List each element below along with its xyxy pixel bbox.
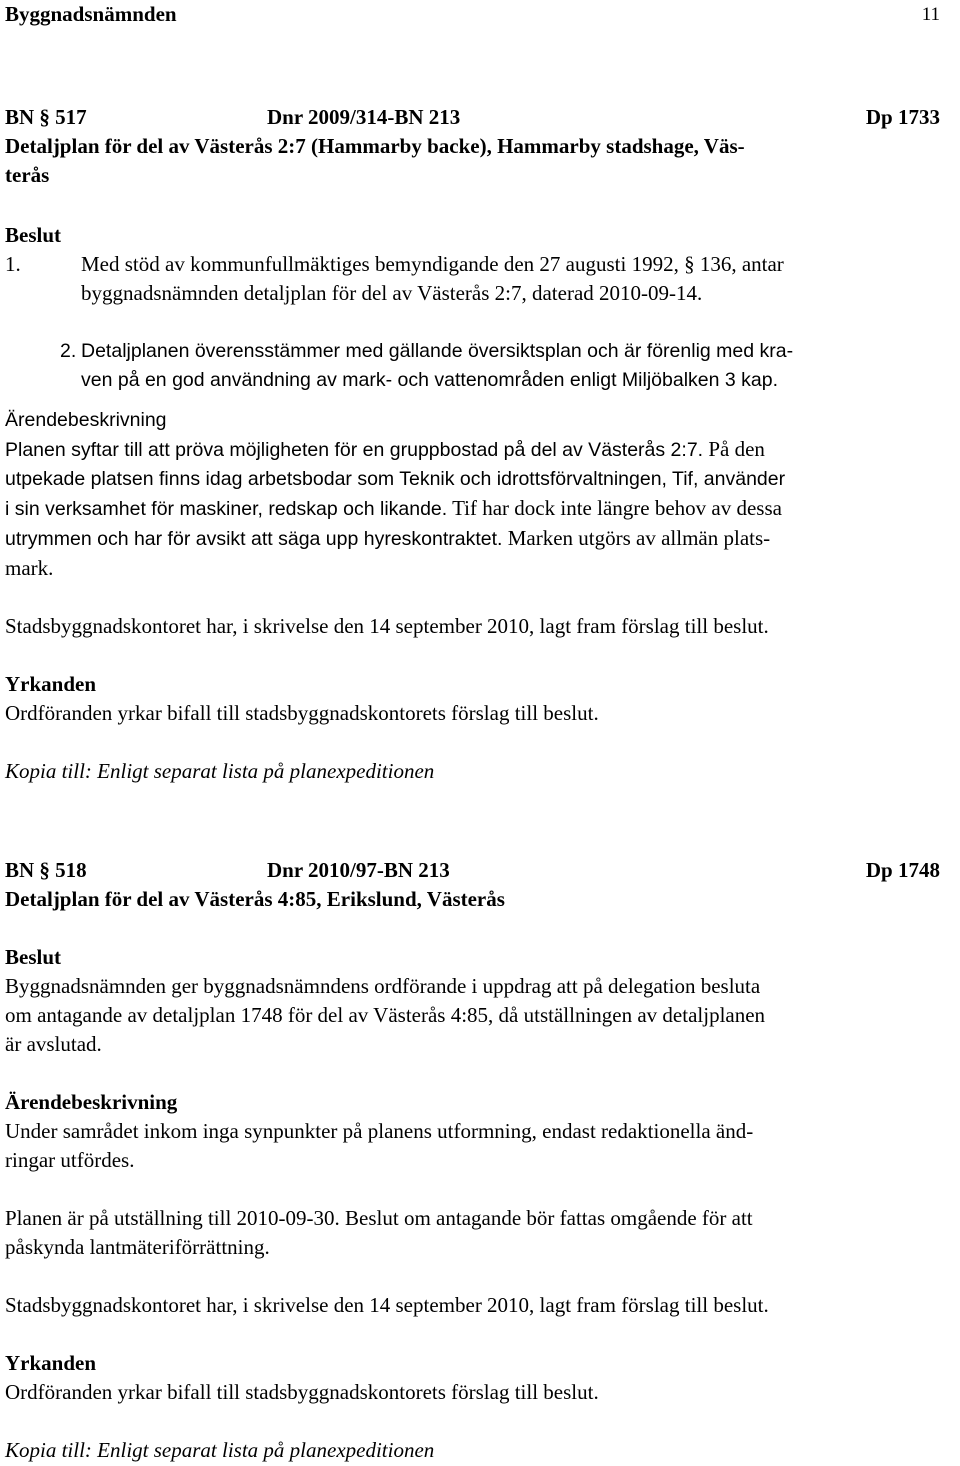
case-518-arende-heading: Ärendebeskrivning — [5, 1090, 178, 1114]
text-line: påskynda lantmäteriförrättning. — [5, 1235, 270, 1259]
case-518-dnr: Dnr 2010/97-BN 213 — [267, 858, 450, 882]
text-line: Under samrådet inkom inga synpunkter på planens utformning, endast redaktionella änd- — [5, 1119, 754, 1143]
case-518-beslut-text — [5, 972, 940, 1059]
case-518 — [5, 856, 940, 1465]
case-517-sbk-text: Stadsbyggnadskontoret har, i skrivelse den 14 september 2010, lagt fram förslag till beslut. — [5, 614, 769, 638]
item-number: 1. — [5, 252, 21, 276]
case-517-title-line2: terås — [5, 163, 50, 187]
text-line: Tif har dock inte längre behov av dessa — [447, 496, 782, 520]
text-line: utpekade platsen finns idag arbetsbodar som Teknik och idrottsförvaltningen, Tif, använder — [5, 468, 786, 490]
item-line: Detaljplanen överensstämmer med gällande översiktsplan och är förenlig med kra- — [81, 340, 794, 362]
case-518-utstallning-text — [5, 1204, 940, 1262]
page-header — [5, 0, 940, 29]
case-517-yrkanden-heading: Yrkanden — [5, 672, 97, 696]
item-line: byggnadsnämnden detaljplan för del av Västerås 2:7, daterad 2010-09-14. — [81, 281, 703, 305]
case-517-kopia: Kopia till: Enligt separat lista på planexpeditionen — [5, 759, 435, 783]
case-517 — [5, 103, 940, 786]
case-517-header — [5, 103, 940, 132]
case-517-dnr: Dnr 2009/314-BN 213 — [267, 105, 461, 129]
case-518-dp: Dp 1748 — [865, 858, 940, 882]
text-line: Byggnadsnämnden ger byggnadsnämndens ordförande i uppdrag att på delegation besluta — [5, 974, 761, 998]
item-number: 2. — [60, 340, 77, 362]
item-line: Med stöd av kommunfullmäktiges bemyndigande den 27 augusti 1992, § 136, antar — [81, 252, 784, 276]
case-517-bn: BN § 517 — [5, 105, 87, 129]
text-line: är avslutad. — [5, 1032, 102, 1056]
page-number: 11 — [921, 4, 940, 25]
case-517-beslut-heading: Beslut — [5, 223, 62, 247]
case-517-beslut-item-1 — [5, 250, 940, 308]
text-line: Planen är på utställning till 2010-09-30. Beslut om antagande bör fattas omgående för att — [5, 1206, 753, 1230]
case-518-bn: BN § 518 — [5, 858, 87, 882]
case-517-beslut-item-2 — [5, 337, 940, 395]
text-line: utrymmen och har för avsikt att säga upp hyreskontraktet. — [5, 528, 503, 550]
item-line: ven på en god användning av mark- och vattenområden enligt Miljöbalken 3 kap. — [81, 369, 779, 391]
case-517-title-line1: Detaljplan för del av Västerås 2:7 (Hammarby backe), Hammarby stadshage, Väs- — [5, 134, 745, 158]
header-title: Byggnadsnämnden — [5, 2, 177, 26]
text-line: Marken utgörs av allmän plats- — [502, 526, 771, 550]
case-518-arende-text — [5, 1117, 940, 1175]
case-518-yrkanden-heading: Yrkanden — [5, 1351, 97, 1375]
text-line: ringar utfördes. — [5, 1148, 135, 1172]
text-line: mark. — [5, 556, 54, 580]
text-line: i sin verksamhet för maskiner, redskap och likande. — [5, 498, 448, 520]
case-518-beslut-heading: Beslut — [5, 945, 62, 969]
text-line: om antagande av detaljplan 1748 för del av Västerås 4:85, då utställningen av detaljplanen — [5, 1003, 766, 1027]
case-517-arende-heading: Ärendebeskrivning — [5, 409, 167, 431]
case-517-arende-text — [5, 435, 940, 583]
case-517-yrkanden-text: Ordföranden yrkar bifall till stadsbyggnadskontorets förslag till beslut. — [5, 701, 599, 725]
case-517-title — [5, 132, 905, 190]
case-518-yrkanden-text: Ordföranden yrkar bifall till stadsbyggnadskontorets förslag till beslut. — [5, 1380, 599, 1404]
case-518-title: Detaljplan för del av Västerås 4:85, Erikslund, Västerås — [5, 887, 505, 911]
text-line: På den — [703, 437, 765, 461]
case-518-sbk-text: Stadsbyggnadskontoret har, i skrivelse den 14 september 2010, lagt fram förslag till beslut. — [5, 1293, 769, 1317]
case-518-kopia: Kopia till: Enligt separat lista på planexpeditionen — [5, 1438, 435, 1462]
case-517-dp: Dp 1733 — [865, 105, 940, 129]
text-line: Planen syftar till att pröva möjligheten för en gruppbostad på del av Västerås 2:7. — [5, 439, 704, 461]
case-518-header — [5, 856, 940, 885]
